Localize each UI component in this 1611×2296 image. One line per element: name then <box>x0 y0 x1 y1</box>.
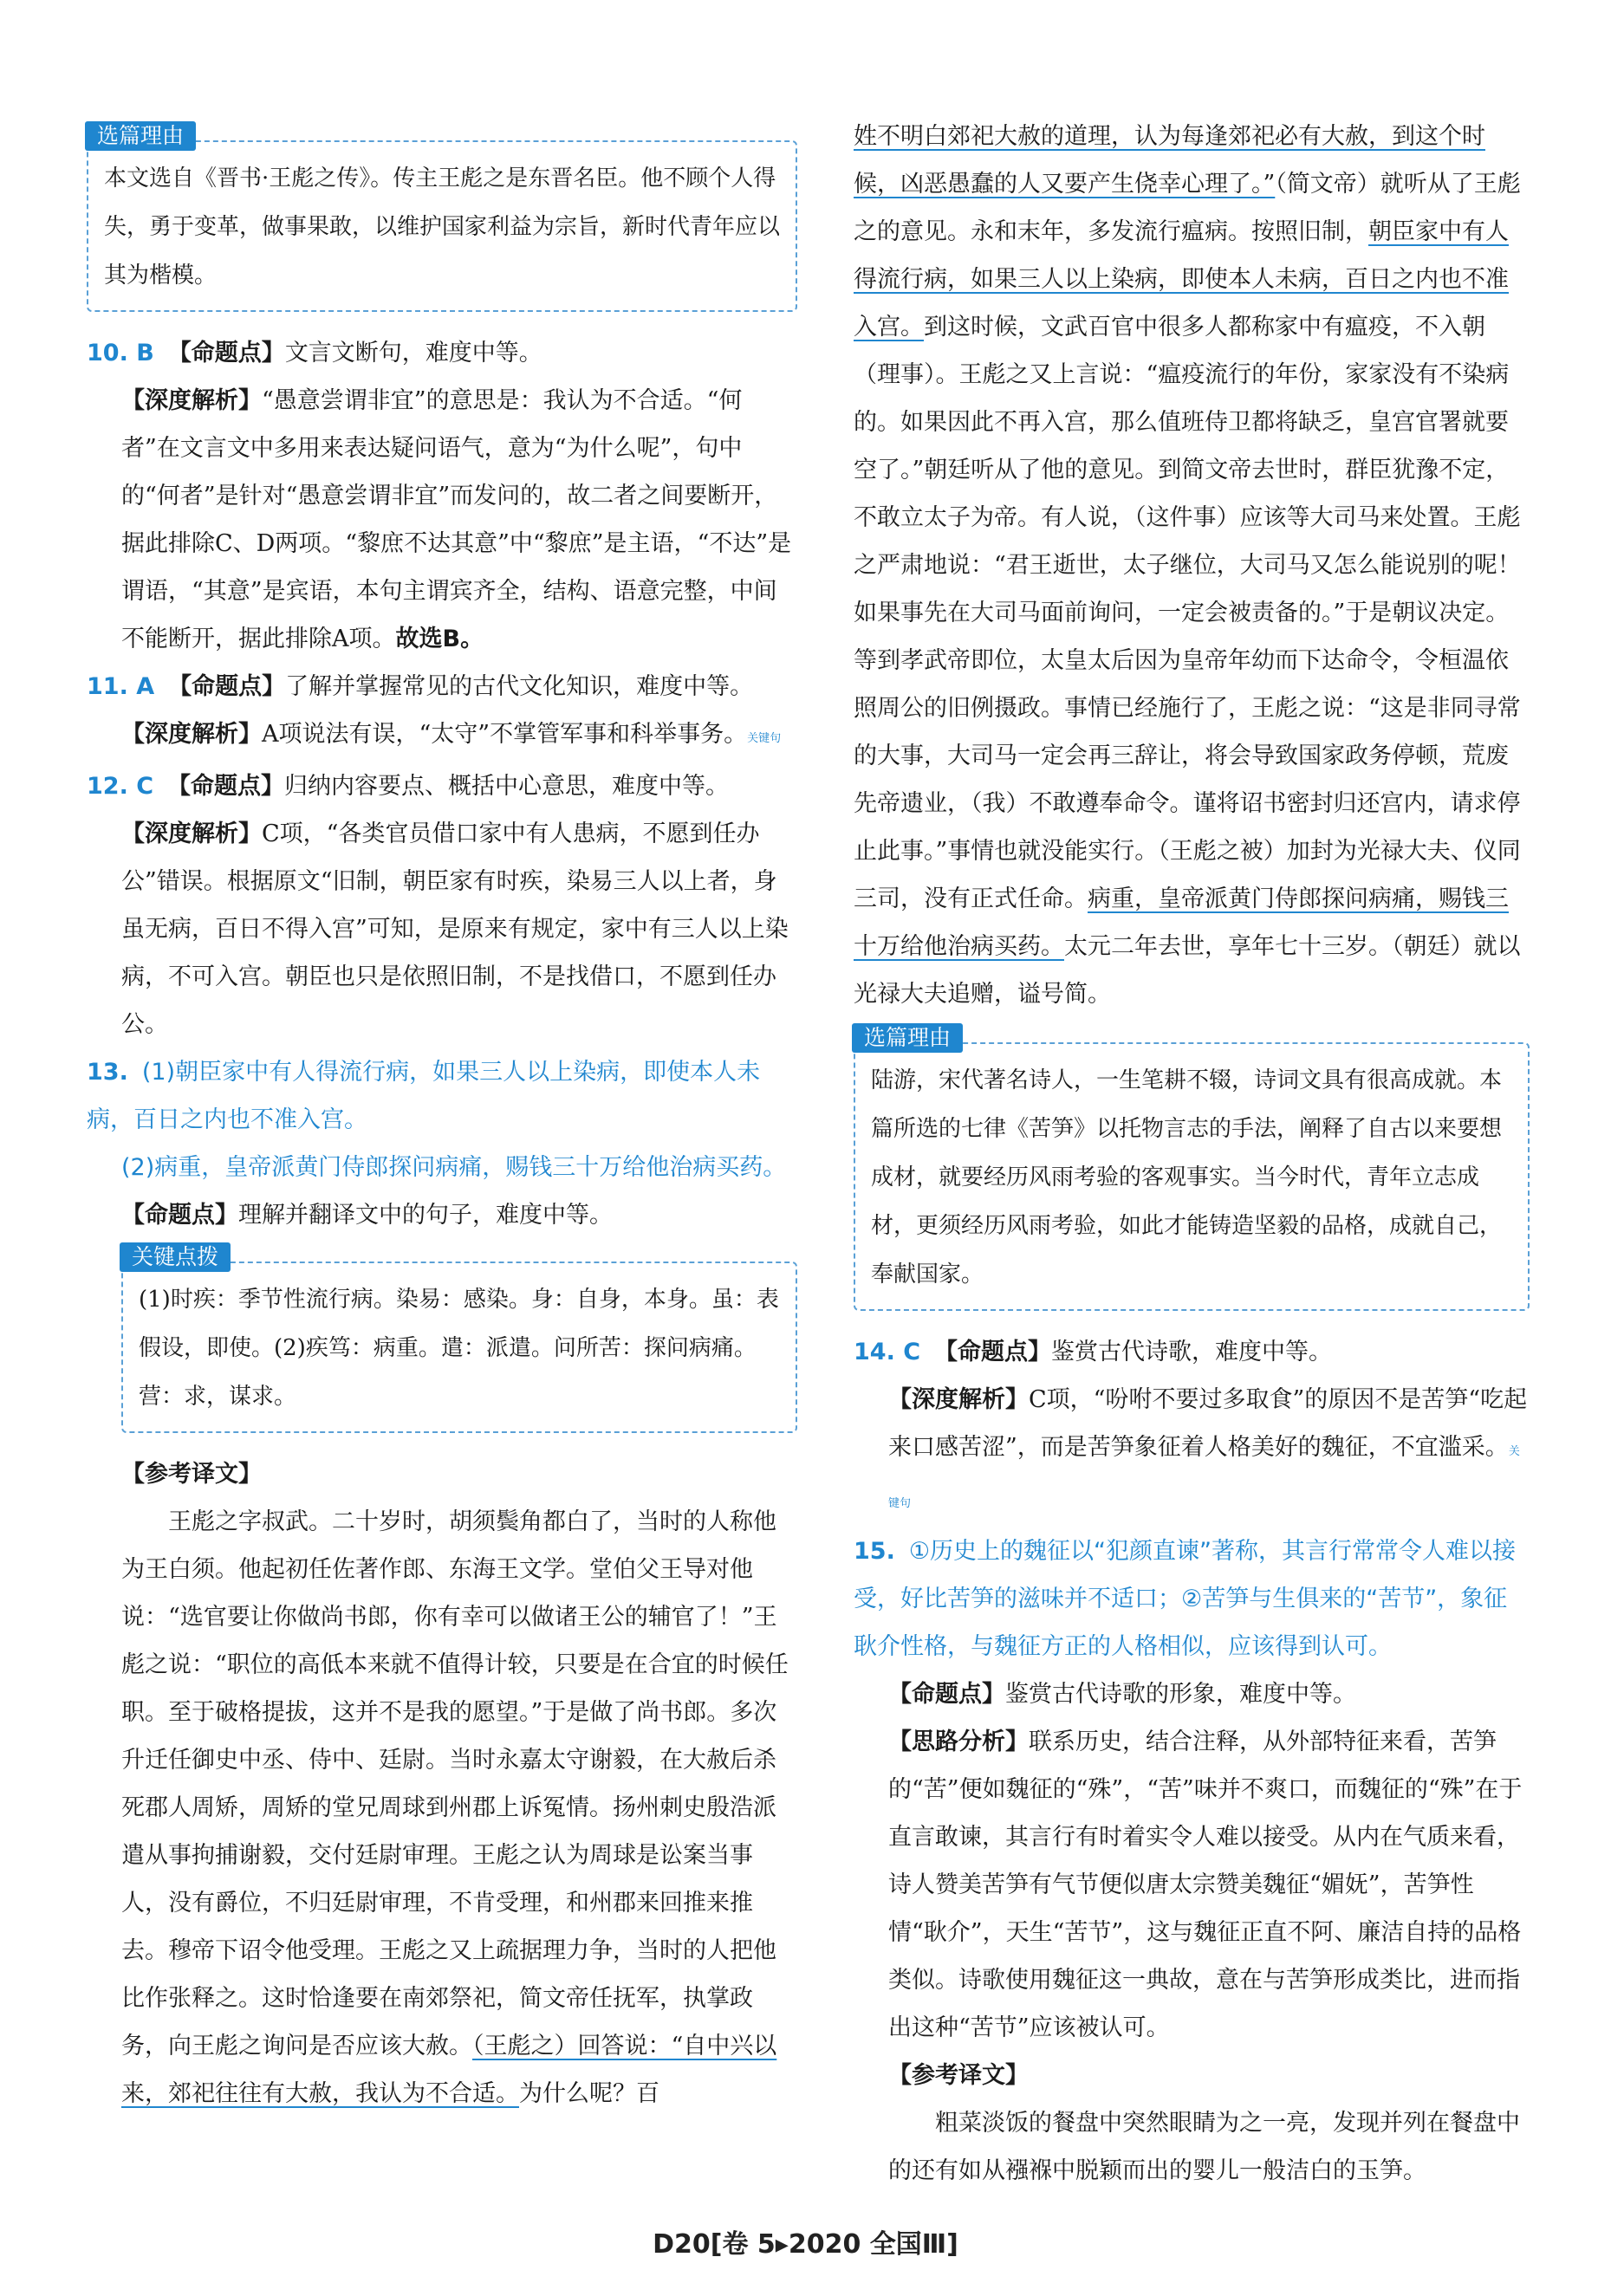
q11-analysis: A项说法有误，“太守”不掌管军事和科举事务。 <box>262 721 748 748</box>
reference-translation-2 <box>854 2052 1530 2195</box>
question-11: 11. A 【命题点】了解并掌握常见的古代文化知识，难度中等。 【深度解析】A项说法有误，“太守”不掌管军事和科举事务。关键句 <box>87 673 782 748</box>
q13-answer-2: (2)病重，皇帝派黄门侍郎探问病痛，赐钱三十万给他治病买药。 <box>121 1154 787 1181</box>
selection-reason-tag-2: 选篇理由 <box>852 1023 963 1053</box>
reference-text: 王彪之字叔武。二十岁时，胡须鬓角都白了，当时的人称他为王白须。他起初任佐著作郎、东海王文学。堂伯父王导对他说：“选官要让你做尚书郎，你有幸可以做诸王公的辅官了！”王彪之说：“职位的高低本来就不值得计较，只要是在合宜的时候任职。至于破格提拔，这并不是我的愿望。”于是做了尚书郎。多次升迁任御史中丞、侍中、廷尉。当时永嘉太守谢毅，在大赦后杀死郡人周矫，周矫的堂兄周球到州郡上诉冤情。扬州刺史殷浩派遣从事拘捕谢毅，交付廷尉审理。王彪之认为周球是讼案当事人，没有爵位，不归廷尉审理，不肯受理，和州郡来回推来推去。穆帝下诏令他受理。王彪之又上疏据理力争，当时的人把他比作张释之。这时恰逢要在南郊祭祀，简文帝任抚军，执掌政务，向王彪之询问是否应该大赦。 <box>121 1508 789 2059</box>
key-sentence-badge: 关键句 <box>747 732 782 745</box>
key-sentence-badge-2: 关键句 <box>888 1445 1520 1510</box>
volume-label: [卷 5▸2020 全国Ⅲ] <box>710 2229 958 2260</box>
question-12: 12. C 【命题点】归纳内容要点、概括中心意思，难度中等。 【深度解析】C项，“各类官员借口家中有人患病，不愿到任办公”错误。根据原文“旧制，朝臣家有时疾，染易三人以上者，身虽无病，百日不得入宫”可知，是原来有规定，家中有三人以上染病，不可入宫。朝臣也只是依照旧制，不是找借口，不愿到任办公。 <box>87 773 789 1038</box>
key-points-tag: 关键点拨 <box>120 1242 231 1272</box>
reference-translation: 【参考译文】 王彪之字叔武。二十岁时，胡须鬓角都白了，当时的人称他为王白须。他起初任佐著作郎、东海王文学。堂伯父王导对他说：“选官要让你做尚书郎，你有幸可以做诸王公的辅官了！”王彪之说：“职位的高低本来就不值得计较，只要是在合宜的时候任职。至于破格提拔，这并不是我的愿望。”于是做了尚书郎。多次升迁任御史中丞、侍中、廷尉。当时永嘉太守谢毅，在大赦后杀死郡人周矫，周矫的堂兄周球到州郡上诉冤情。扬州刺史殷浩派遣从事拘捕谢毅，交付廷尉审理。王彪之认为周球是讼案当事人，没有爵位，不归廷尉审理，不肯受理，和州郡来回推来推去。穆帝下诏令他受理。王彪之又上疏据理力争，当时的人把他比作张释之。这时恰逢要在南郊祭祀，简文帝任抚军，执掌政务，向王彪之询问是否应该大赦。（王彪之）回答说：“自中兴以来，郊祀往往有大赦，我认为不合适。为什么呢？百 <box>87 1450 797 2118</box>
selection-reason-box-2 <box>854 1025 1530 1311</box>
reference-tag-2: 【参考译文】 <box>888 2062 1029 2089</box>
key-points-text: (1)时疾：季节性流行病。染易：感染。身：自身，本身。虽：表假设，即使。(2)疾笃：病重。遣：派遣。问所苦：探问病痛。营：求，谋求。 <box>139 1287 779 1410</box>
selection-reason-box <box>87 123 797 312</box>
q12-number: 12. C <box>87 773 154 800</box>
q12-analysis: C项，“各类官员借口家中有人患病，不愿到任办公”错误。根据原文“旧制，朝臣家有时疾，染易三人以上者，身虽无病，百日不得入宫”可知，是原来有规定，家中有三人以上染病，不可入宫。朝臣也只是依照旧制，不是找借口，不愿到任办公。 <box>121 820 789 1038</box>
reference-tag: 【参考译文】 <box>121 1461 262 1488</box>
q10-number: 10. B <box>87 340 154 366</box>
question-13: 13. (1)朝臣家中有人得流行病，如果三人以上染病，即使本人未病，百日之内也不准入宫。 (2)病重，皇帝派黄门侍郎探问病痛，赐钱三十万给他治病买药。 【命题点】理解并翻译文中的句子，难度中等。 <box>87 1048 797 1239</box>
q10-analysis: “愚意尝谓非宜”的意思是：我认为不合适。“何者”在文言文中多用来表达疑问语气，意为“为什么呢”，句中的“何者”是针对“愚意尝谓非宜”而发问的，故二者之间要断开，据此排除C、D两项。“黎庶不达其意”中“黎庶”是主语，“不达”是谓语，“其意”是宾语，本句主谓宾齐全，结构、语意完整，中间不能断开，据此排除A项。 <box>121 387 792 652</box>
q13-answer-1: (1)朝臣家中有人得流行病，如果三人以上染病，即使本人未病，百日之内也不准入宫。 <box>87 1059 761 1133</box>
reference-underlined: （王彪之）回答说：“自中兴以来，郊祀往往有大赦，我认为不合适。 <box>121 2033 777 2107</box>
q15-answer: ①历史上的魏征以“犯颜直谏”著称，其言行常常令人难以接受，好比苦笋的滋味并不适口；②苦笋与生俱来的“苦节”，象征耿介性格，与魏征方正的人格相似，应该得到认可。 <box>854 1538 1517 1660</box>
left-column <box>87 121 797 2118</box>
reference-text-2: 粗菜淡饭的餐盘中突然眼睛为之一亮，发现并列在餐盘中的还有如从襁褓中脱颖而出的婴儿一般洁白的玉笋。 <box>888 2110 1520 2184</box>
selection-reason-text-2: 陆游，宋代著名诗人，一生笔耕不辍，诗词文具有很高成就。本篇所选的七律《苦笋》以托物言志的手法，阐释了自古以来要想成材，就要经历风雨考验的客观事实。当今时代，青年立志成材，更须经历风雨考验，如此才能铸造坚毅的品格，成就自己，奉献国家。 <box>871 1067 1503 1287</box>
page-footer <box>0 2222 1611 2260</box>
question-10: 10. B 【命题点】文言文断句，难度中等。 【深度解析】“愚意尝谓非宜”的意思是：我认为不合适。“何者”在文言文中多用来表达疑问语气，意为“为什么呢”，句中的“何者”是针对“愚意尝谓非宜”而发问的，故二者之间要断开，据此排除C、D两项。“黎庶不达其意”中“黎庶”是主语，“不达”是谓语，“其意”是宾语，本句主谓宾齐全，结构、语意完整，中间不能断开，据此排除A项。故选B。 <box>87 340 792 652</box>
q11-number: 11. A <box>87 673 155 700</box>
question-15: 15. ①历史上的魏征以“犯颜直谏”著称，其言行常常令人难以接受，好比苦笋的滋味并不适口；②苦笋与生俱来的“苦节”，象征耿介性格，与魏征方正的人格相似，应该得到认可。 【命题点】鉴赏古代诗歌的形象，难度中等。 【思路分析】联系历史，结合注释，从外部特征来看，苦笋的“苦”便如魏征的“殊”，“苦”味并不爽口，而魏征的“殊”在于直言敢谏，其言行有时着实令人难以接受。从内在气质来看，诗人赞美苦笋有气节便似唐太宗赞美魏征“媚妩”，苦笋性情“耿介”，天生“苦节”，这与魏征正直不阿、廉洁自持的品格类似。诗歌使用魏征这一典故，意在与苦笋形成类比，进而指出这种“苦节”应该被认可。 <box>854 1538 1523 2041</box>
page-number: D20 <box>653 2229 711 2260</box>
selection-reason-tag: 选篇理由 <box>85 121 196 151</box>
question-14: 14. C 【命题点】鉴赏古代诗歌，难度中等。 【深度解析】C项，“吩咐不要过多取食”的原因不是苦笋“吃起来口感苦涩”，而是苦笋象征着人格美好的魏征，不宜滥采。关键句 <box>854 1339 1528 1510</box>
translation-continued: 姓不明白郊祀大赦的道理，认为每逢郊祀必有大赦，到这个时候，凶恶愚蠢的人又要产生侥幸心理了。”（简文帝）就听从了王彪之的意见。永和末年，多发流行瘟病。按照旧制，朝臣家中有人得流行病，如果三人以上染病，即使本人未病，百日之内也不准入宫。到这时候，文武百官中很多人都称家中有瘟疫，不入朝（理事）。王彪之又上言说：“瘟疫流行的年份，家家没有不染病的。如果因此不再入宫，那么值班侍卫都将缺乏，皇宫官署就要空了。”朝廷听从了他的意见。到简文帝去世时，群臣犹豫不定，不敢立太子为帝。有人说，（这件事）应该等大司马来处置。王彪之严肃地说：“君王逝世，太子继位，大司马又怎么能说别的呢！如果事先在大司马面前询问，一定会被责备的。”于是朝议决定。等到孝武帝即位，太皇太后因为皇帝年幼而下达命令，令桓温依照周公的旧例摄政。事情已经施行了，王彪之说：“这是非同寻常的大事，大司马一定会再三辞让，将会导致国家政务停顿，荒废先帝遗业，（我）不敢遵奉命令。谨将诏书密封归还宫内，请求停止此事。”事情也就没能实行。（王彪之被）加封为光禄大夫、仪同三司，没有正式任命。病重，皇帝派黄门侍郎探问病痛，赐钱三十万给他治病买药。太元二年去世，享年七十三岁。（朝廷）就以光禄大夫追赠，谥号简。 <box>854 123 1521 1008</box>
q15-analysis: 联系历史，结合注释，从外部特征来看，苦笋的“苦”便如魏征的“殊”，“苦”味并不爽口，而魏征的“殊”在于直言敢谏，其言行有时着实令人难以接受。从内在气质来看，诗人赞美苦笋有气节便似唐太宗赞美魏征“媚妩”，苦笋性情“耿介”，天生“苦节”，这与魏征正直不阿、廉洁自持的品格类似。诗歌使用魏征这一典故，意在与苦笋形成类比，进而指出这种“苦节”应该被认可。 <box>888 1728 1523 2041</box>
key-points-box <box>121 1244 797 1433</box>
q15-number: 15. <box>854 1538 895 1565</box>
right-column <box>854 121 1530 2195</box>
selection-reason-text: 本文选自《晋书·王彪之传》。传主王彪之是东晋名臣。他不顾个人得失，勇于变革，做事果敢，以维护国家利益为宗旨，新时代青年应以其为楷模。 <box>104 165 781 289</box>
q13-number: 13. <box>87 1059 128 1086</box>
q14-analysis: C项，“吩咐不要过多取食”的原因不是苦笋“吃起来口感苦涩”，而是苦笋象征着人格美好的魏征，不宜滥采。 <box>888 1386 1528 1461</box>
q14-number: 14. C <box>854 1339 921 1365</box>
q10-answer: 故选B。 <box>395 626 484 652</box>
